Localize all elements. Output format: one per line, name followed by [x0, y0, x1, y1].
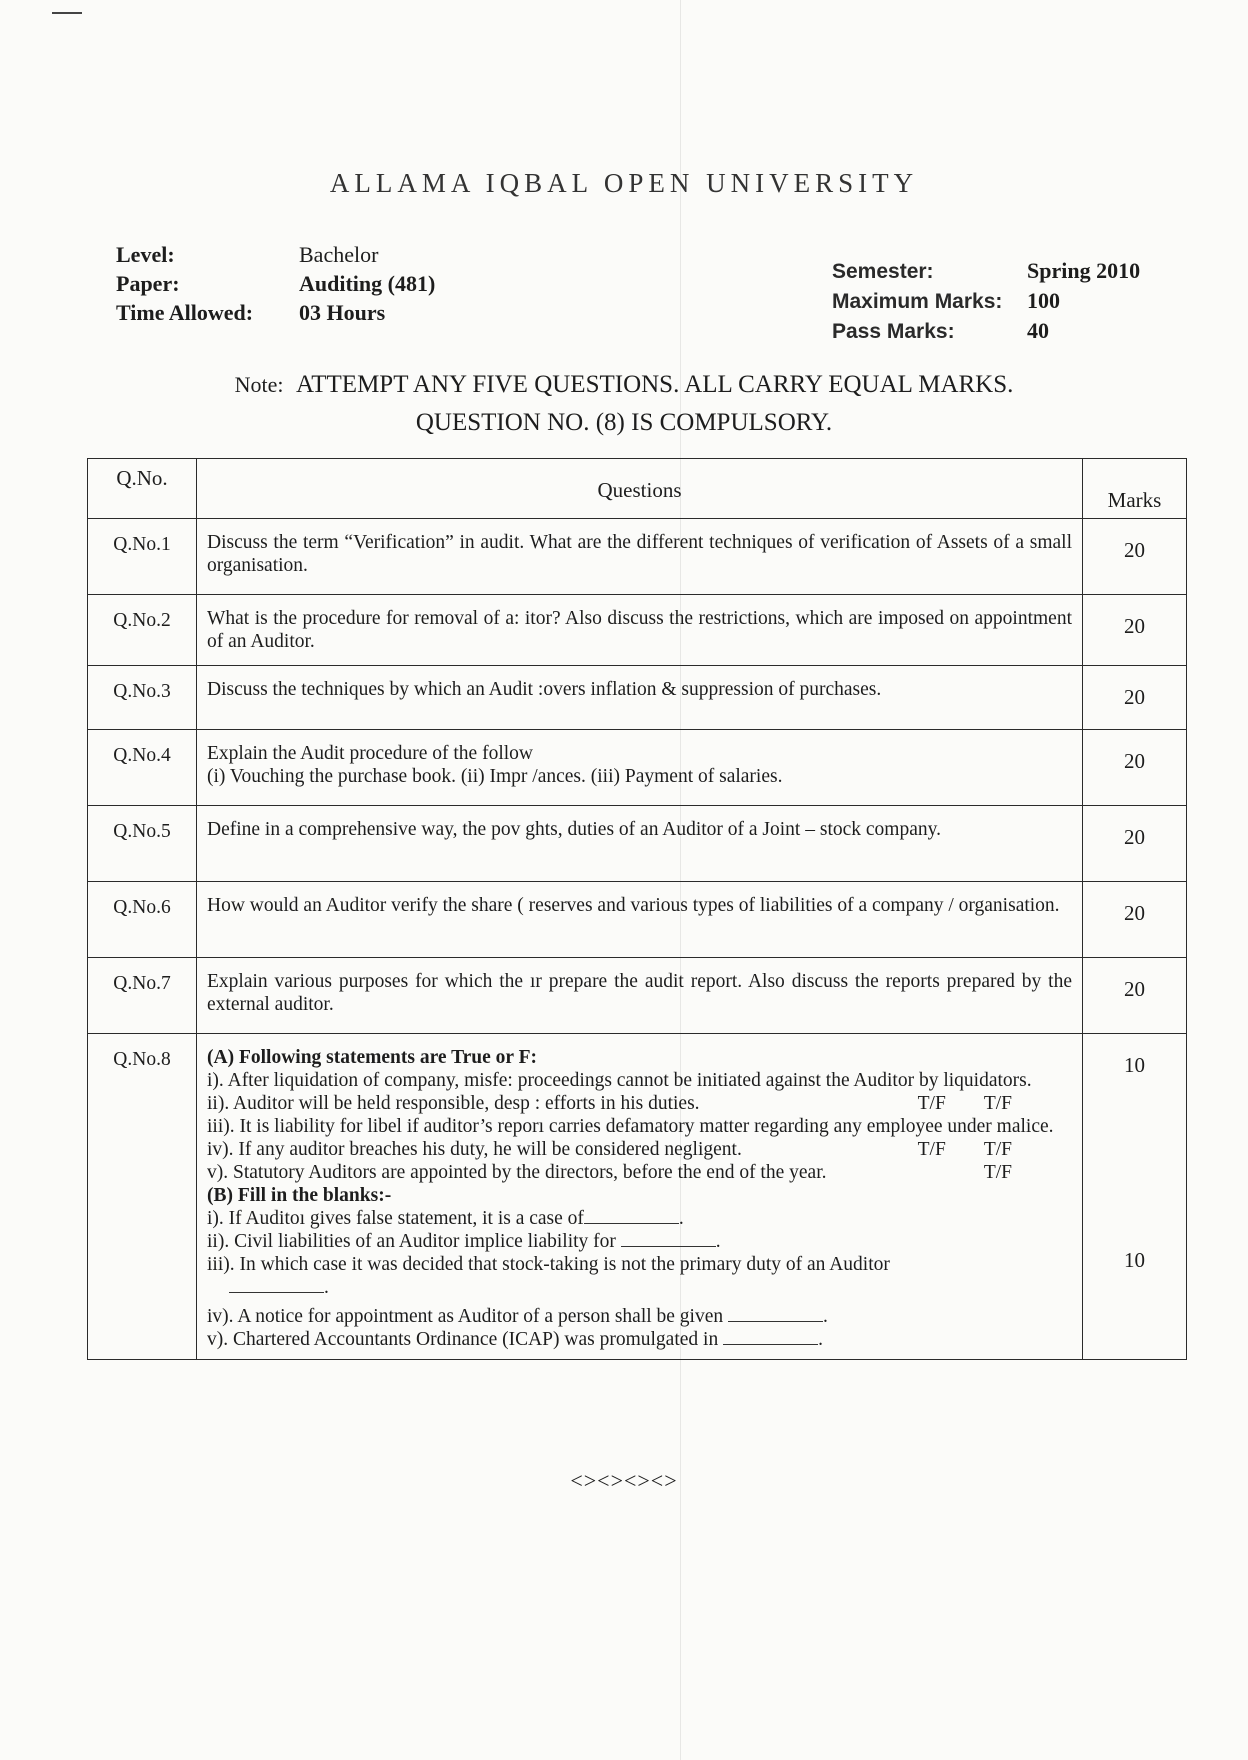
item-number: iii).: [207, 1116, 235, 1137]
question-7: Explain various purposes for which the ır prepare the audit report. Also discuss the reports prepared by the external auditor.: [197, 958, 1083, 1034]
item-text: After liquidation of company, misfe: proceedings cannot be initiated against the Auditor by liquidators.: [227, 1070, 1032, 1091]
university-title: ALLAMA IQBAL OPEN UNIVERSITY: [329, 168, 919, 198]
qno-3: Q.No.3: [88, 666, 197, 730]
semester-label: Semester:: [832, 260, 934, 283]
pass-marks-value: 40: [1027, 318, 1049, 343]
table-row: [88, 519, 1187, 595]
note-line-1: [0, 366, 1248, 403]
table-header-row: [88, 459, 1187, 519]
marks-2: 20: [1083, 595, 1187, 666]
question-4-line-1: Explain the Audit procedure of the follow: [207, 743, 533, 764]
pass-marks-label: Pass Marks:: [832, 320, 955, 343]
marks-6: 20: [1083, 882, 1187, 958]
note-label: Note:: [234, 372, 284, 397]
q8a-item: [207, 1161, 1072, 1184]
q8-section-b-heading: (B) Fill in the blanks:-: [207, 1185, 392, 1206]
note-line-2: QUESTION NO. (8) IS COMPULSORY.: [415, 409, 833, 436]
item-text: Civil liabilities of an Auditor implice liability for: [234, 1231, 616, 1252]
answer-blank: [621, 1230, 716, 1247]
item-text: Chartered Accountants Ordinance (ICAP) was promulgated in: [233, 1329, 719, 1350]
marks-8b: 10: [1124, 1248, 1145, 1272]
q8b-item: iv). A notice for appointment as Auditor of a person shall be given .: [207, 1306, 828, 1327]
question-8: [197, 1034, 1083, 1360]
item-number: v).: [207, 1329, 229, 1350]
scan-mark: [52, 12, 82, 14]
item-text: Auditor will be held responsible, desp : efforts in his duties.: [233, 1093, 700, 1114]
item-number: ii).: [207, 1231, 230, 1252]
true-false-mark: T/F: [983, 1093, 1012, 1114]
item-number: i).: [207, 1070, 224, 1091]
item-number: iii).: [207, 1254, 235, 1275]
answer-blank: [723, 1328, 818, 1345]
q8b-item: ii). Civil liabilities of an Auditor implice liability for .: [207, 1231, 721, 1252]
item-number: iv).: [207, 1139, 234, 1160]
qno-2: Q.No.2: [88, 595, 197, 666]
table-row: [88, 882, 1187, 958]
q8a-item: [207, 1092, 1072, 1115]
col-marks: Marks: [1083, 459, 1187, 519]
question-4-line-2: (i) Vouching the purchase book. (ii) Impr /ances. (iii) Payment of salaries.: [207, 766, 783, 787]
time-value: 03 Hours: [299, 300, 386, 325]
marks-8: [1083, 1034, 1187, 1360]
marks-3: 20: [1083, 666, 1187, 730]
question-6: How would an Auditor verify the share ( reserves and various types of liabilities of a company / organisation.: [197, 882, 1083, 958]
time-label: Time Allowed:: [116, 300, 254, 325]
semester-value: Spring 2010: [1027, 258, 1141, 283]
true-false-mark: T/F: [983, 1162, 1012, 1183]
qno-1: Q.No.1: [88, 519, 197, 595]
max-marks-label: Maximum Marks:: [832, 290, 1003, 313]
qno-7: Q.No.7: [88, 958, 197, 1034]
note-text-1: ATTEMPT ANY FIVE QUESTIONS. ALL CARRY EQUAL MARKS.: [295, 371, 1014, 398]
true-false-mark: T/F: [917, 1139, 946, 1160]
header-right: [832, 256, 1140, 346]
question-3: Discuss the techniques by which an Audit :overs inflation & suppression of purchases.: [197, 666, 1083, 730]
answer-blank: [584, 1207, 679, 1224]
table-row: [88, 958, 1187, 1034]
q8b-item: iii). In which case it was decided that stock-taking is not the primary duty of an Auditor .: [207, 1254, 890, 1298]
question-4: [197, 730, 1083, 806]
paper-value: Auditing (481): [299, 271, 436, 296]
col-questions: Questions: [197, 459, 1083, 519]
true-false-mark: T/F: [917, 1093, 946, 1114]
item-text: If any auditor breaches his duty, he will be considered negligent.: [238, 1139, 742, 1160]
qno-8: Q.No.8: [88, 1034, 197, 1360]
questions-table: [87, 458, 1187, 1360]
marks-7: 20: [1083, 958, 1187, 1034]
qno-6: Q.No.6: [88, 882, 197, 958]
marks-4: 20: [1083, 730, 1187, 806]
answer-blank: [229, 1276, 324, 1293]
col-qno: Q.No.: [88, 459, 197, 519]
item-text: If Auditoı gives false statement, it is a case of: [228, 1208, 584, 1229]
marks-5: 20: [1083, 806, 1187, 882]
question-5: Define in a comprehensive way, the pov ghts, duties of an Auditor of a Joint – stock company.: [197, 806, 1083, 882]
end-of-paper-mark: <><><><>: [570, 1468, 678, 1493]
table-row: [88, 730, 1187, 806]
table-row: [88, 666, 1187, 730]
q8a-item: [207, 1138, 1072, 1161]
question-2: What is the procedure for removal of a: itor? Also discuss the restrictions, which are imposed on appointment of an Auditor.: [197, 595, 1083, 666]
max-marks-value: 100: [1027, 288, 1060, 313]
item-number: i).: [207, 1208, 224, 1229]
table-row: [88, 595, 1187, 666]
item-text: Statutory Auditors are appointed by the directors, before the end of the year.: [233, 1162, 827, 1183]
answer-blank: [728, 1305, 823, 1322]
q8b-item: i). If Auditoı gives false statement, it is a case of .: [207, 1208, 684, 1229]
marks-8a: 10: [1124, 1053, 1145, 1077]
level-value: Bachelor: [299, 242, 379, 267]
paper-label: Paper:: [116, 271, 180, 296]
true-false-mark: T/F: [983, 1139, 1012, 1160]
level-label: Level:: [116, 242, 175, 267]
item-number: v).: [207, 1162, 229, 1183]
item-text: A notice for appointment as Auditor of a person shall be given: [237, 1306, 724, 1327]
q8b-item: v). Chartered Accountants Ordinance (ICAP) was promulgated in .: [207, 1329, 823, 1350]
header-left: [116, 240, 435, 327]
marks-1: 20: [1083, 519, 1187, 595]
qno-4: Q.No.4: [88, 730, 197, 806]
table-row: [88, 1034, 1187, 1360]
item-text: It is liability for libel if auditor’s reporı carries defamatory matter regarding any employee under malice.: [239, 1116, 1054, 1137]
table-row: [88, 806, 1187, 882]
q8-section-a-heading: (A) Following statements are True or F:: [207, 1047, 537, 1068]
item-text: In which case it was decided that stock-taking is not the primary duty of an Auditor: [239, 1254, 890, 1275]
item-number: ii).: [207, 1093, 230, 1114]
item-number: iv).: [207, 1306, 234, 1327]
question-1: Discuss the term “Verification” in audit. What are the different techniques of verification of Assets of a small organisation.: [197, 519, 1083, 595]
qno-5: Q.No.5: [88, 806, 197, 882]
